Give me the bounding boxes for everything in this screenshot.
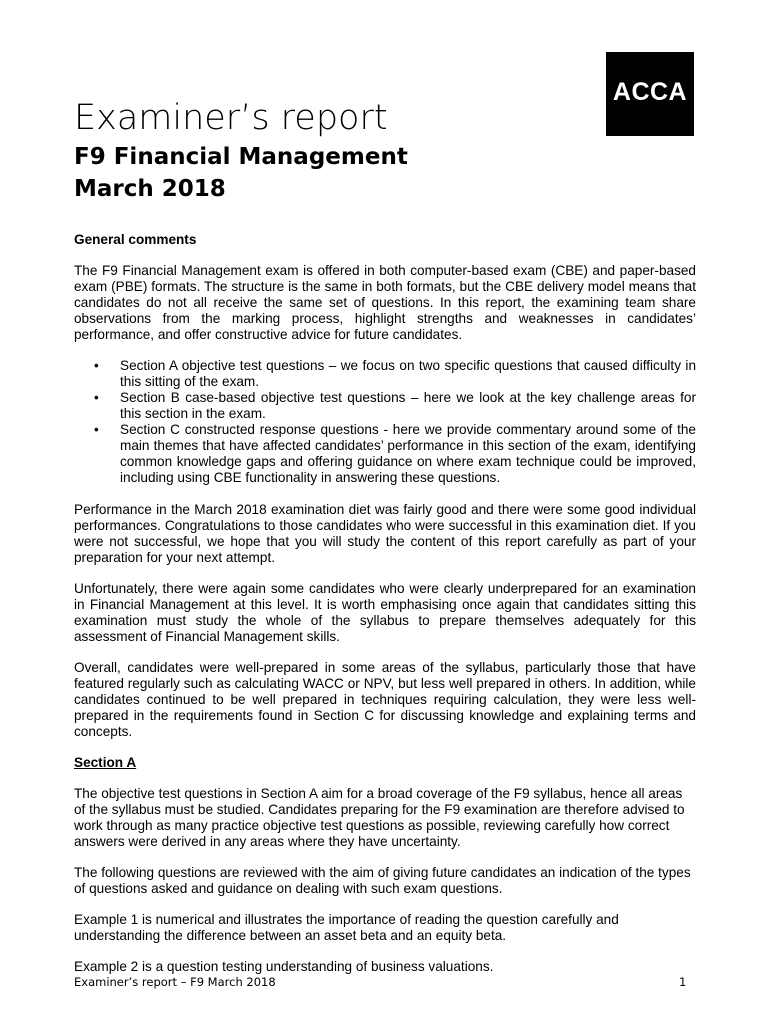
section-a-paragraph-2: The following questions are reviewed with the aim of giving future candidates an indication of the types of questions asked and guidance on dealing with such exam questions. [74, 865, 691, 896]
acca-logo [606, 52, 694, 136]
report-body [74, 232, 696, 990]
list-item [74, 358, 696, 390]
list-item-text: Section C constructed response questions - here we provide commentary around some of the main themes that have affected candidates’ performance in this section of the exam, identifying common knowledge gaps and offering guidance on where exam technique could be improved, including using CBE functionality in answering these questions. [120, 422, 696, 485]
logo-text: ACCA [612, 77, 688, 106]
performance-paragraph: Performance in the March 2018 examination diet was fairly good and there were some good individual performances. Congratulations to those candidates who were successful in this examination diet. If you were not successful, we hope that you will study the content of this report carefully as part of your preparation for your next attempt. [74, 502, 696, 565]
general-comments-heading: General comments [74, 232, 197, 247]
report-date: March 2018 [74, 176, 226, 202]
underprepared-paragraph: Unfortunately, there were again some candidates who were clearly underprepared for an examination in Financial Management at this level. It is worth emphasising once again that candidates sitting this examination must study the whole of the syllabus to prepare themselves adequately for this assessment of Financial Management skills. [74, 581, 696, 644]
overall-paragraph: Overall, candidates were well-prepared in some areas of the syllabus, particularly those that have featured regularly such as calculating WACC or NPV, but less well prepared in others. In addition, while candidates continued to be well prepared in techniques requiring calculation, they were less well-prepared in the requirements found in Section C for discussing knowledge and explaining terms and concepts. [74, 660, 696, 739]
section-a-paragraph-4: Example 2 is a question testing understanding of business valuations. [74, 959, 494, 974]
list-item [74, 390, 696, 422]
list-item-text: Section A objective test questions – we focus on two specific questions that caused difficulty in this sitting of the exam. [120, 358, 696, 389]
general-intro-paragraph: The F9 Financial Management exam is offered in both computer-based exam (CBE) and paper-based exam (PBE) formats. The structure is the same in both formats, but the CBE delivery model means that candidates do not all receive the same set of questions. In this report, the examining team share observations from the marking process, highlight strengths and weaknesses in candidates’ performance, and offer constructive advice for future candidates. [74, 263, 696, 342]
page-number: 1 [679, 975, 687, 989]
list-item-text: Section B case-based objective test questions – here we look at the key challenge areas for this section in the exam. [120, 390, 696, 421]
section-a-paragraph-3: Example 1 is numerical and illustrates the importance of reading the question carefully and understanding the difference between an asset beta and an equity beta. [74, 912, 619, 943]
footer-title: Examiner’s report – F9 March 2018 [74, 975, 276, 989]
bullet-icon: • [94, 390, 99, 405]
section-overview-list [74, 358, 696, 486]
list-item [74, 422, 696, 486]
bullet-icon: • [94, 422, 99, 437]
section-a-paragraph-1: The objective test questions in Section A aim for a broad coverage of the F9 syllabus, hence all areas of the syllabus must be studied. Candidates preparing for the F9 examination are therefore advised to work through as many practice objective test questions as possible, reviewing carefully how correct answers were derived in any areas where they have uncertainty. [74, 786, 685, 849]
report-subject: F9 Financial Management [74, 144, 408, 170]
section-a-heading: Section A [74, 755, 137, 770]
page-title: Examiner’s report [74, 98, 388, 138]
bullet-icon: • [94, 358, 99, 373]
